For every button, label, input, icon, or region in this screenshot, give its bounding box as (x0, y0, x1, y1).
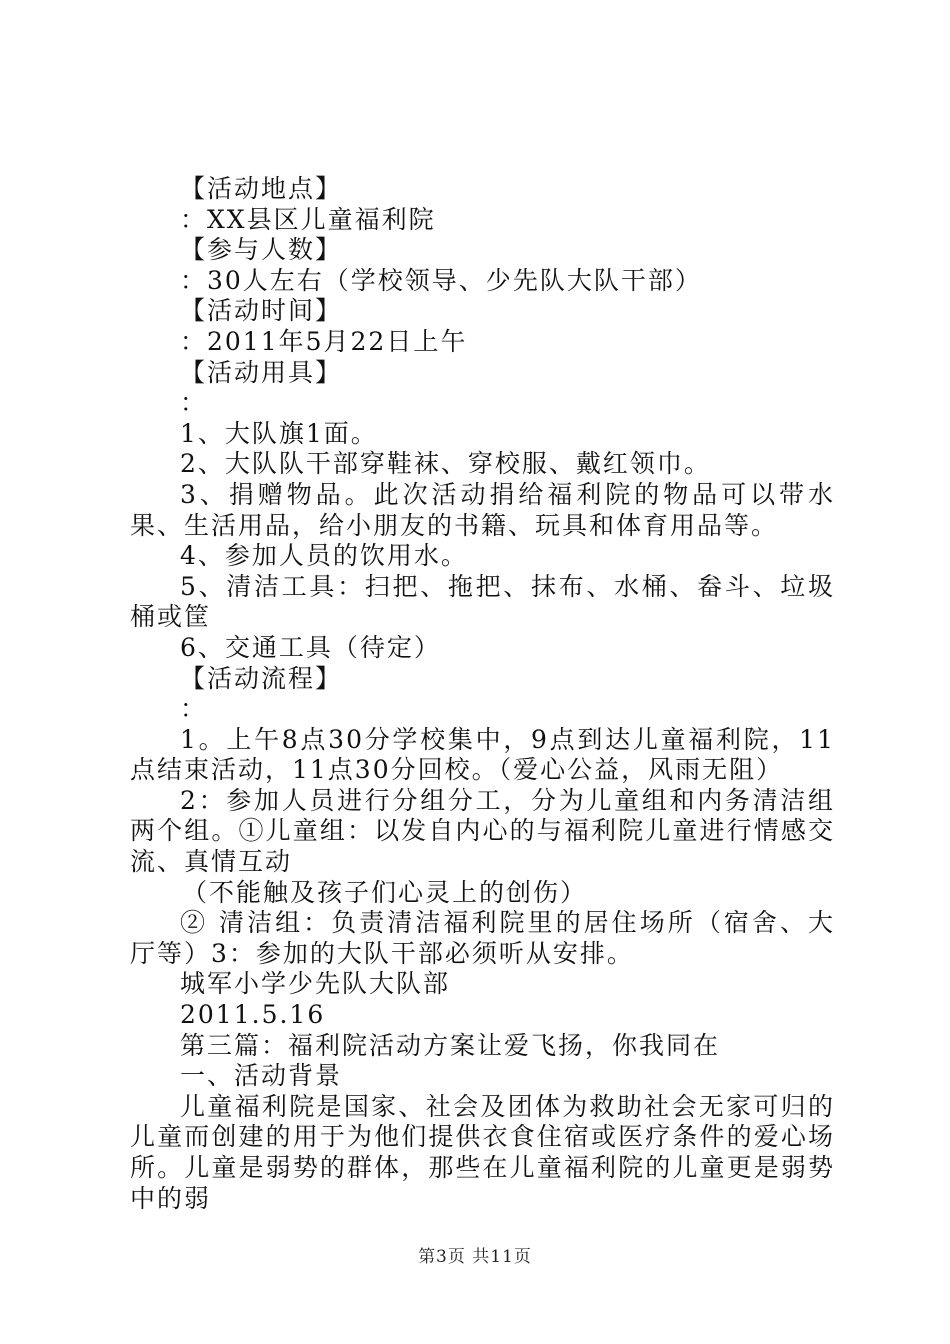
paragraph: 4、参加人员的饮用水。 (180, 541, 468, 571)
paragraph: 2：参加人员进行分组分工，分为儿童组和内务清洁组两个组。①儿童组：以发自内心的与福利院儿童进行情感交流、真情互动 (130, 785, 835, 877)
page-footer: 第3页 共11页 (418, 1247, 532, 1267)
paragraph: ： (180, 694, 208, 724)
signature-org: 城军小学少先队大队部 (180, 969, 451, 999)
paragraph: 6、交通工具（待定） (180, 632, 441, 662)
paragraph: ：XX县区儿童福利院 (180, 204, 436, 234)
paragraph: 儿童福利院是国家、社会及团体为救助社会无家可归的儿童而创建的用于为他们提供衣食住宿或医疗条件的爱心场所。儿童是弱势的群体，那些在儿童福利院的儿童更是弱势中的弱 (130, 1091, 835, 1213)
paragraph: 【参与人数】 (180, 235, 343, 265)
paragraph: 【活动流程】 (180, 663, 343, 693)
paragraph: ② 清洁组：负责清洁福利院里的居住场所（宿舍、大厅等）3：参加的大队干部必须听从安排。 (130, 908, 835, 968)
paragraph: ：2011年5月22日上午 (180, 326, 468, 356)
paragraph: （不能触及孩子们心灵上的创伤） (182, 877, 588, 907)
paragraph: 1、大队旗1面。 (180, 418, 378, 448)
paragraph: 【活动用具】 (180, 357, 343, 387)
document-body (130, 174, 835, 1214)
paragraph: 【活动时间】 (180, 296, 343, 326)
paragraph: 2、大队队干部穿鞋袜、穿校服、戴红领巾。 (180, 449, 711, 479)
paragraph: 5、清洁工具：扫把、拖把、抹布、水桶、畚斗、垃圾桶或筐 (130, 571, 835, 632)
paragraph: ： (180, 388, 208, 418)
paragraph: 【活动地点】 (180, 174, 343, 203)
signature-date: 2011.5.16 (180, 1000, 326, 1030)
section-heading: 第三篇：福利院活动方案让爱飞扬，你我同在 (180, 1030, 721, 1060)
paragraph: 1。上午8点30分学校集中，9点到达儿童福利院，11点结束活动，11点30分回校。（爱心公益，风雨无阻） (130, 724, 835, 785)
paragraph: ：30人左右（学校领导、少先队大队干部） (180, 265, 702, 295)
subsection-heading: 一、活动背景 (180, 1061, 343, 1091)
paragraph: 3、捐赠物品。此次活动捐给福利院的物品可以带水果、生活用品，给小朋友的书籍、玩具和体育用品等。 (130, 479, 835, 540)
